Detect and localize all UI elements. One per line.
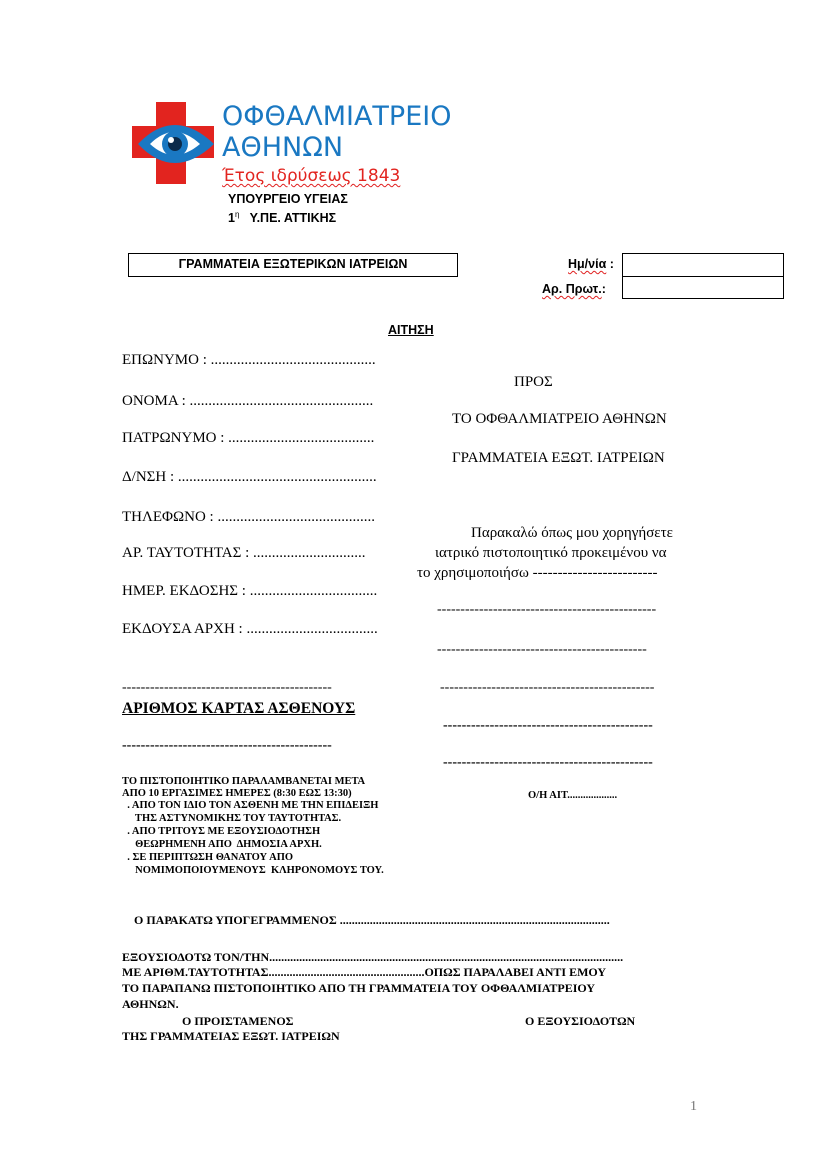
- patient-card-label: ΑΡΙΘΜΟΣ ΚΑΡΤΑΣ ΑΣΘΕΝΟΥΣ: [122, 700, 356, 717]
- form-heading: ΑΙΤΗΣΗ: [388, 323, 434, 337]
- logo-title-line1: ΟΦΘΑΛΜΙΑΤΡΕΙΟ: [222, 101, 452, 132]
- protocol-field[interactable]: [622, 276, 784, 299]
- notice-line: ΤΗΣ ΑΣΤΥΝΟΜΙΚΗΣ ΤΟΥ ΤΑΥΤΟΤΗΤΑΣ.: [122, 813, 342, 824]
- logo-founded: Έτος ιδρύσεως 1843: [222, 166, 401, 186]
- notice-line: ΘΕΩΡΗΜΕΝΗ ΑΠΟ ΔΗΜΟΣΙΑ ΑΡΧΗ.: [122, 839, 322, 850]
- authorizer-title: Ο ΕΞΟΥΣΙΟΔΟΤΩΝ: [525, 1014, 636, 1028]
- authorization-line2: ΕΞΟΥΣΙΟΔΟΤΩ ΤΟΝ/ΤΗΝ......................................................................................................................: [122, 950, 624, 964]
- right-dash-line-bold: ---------------------------------------------: [443, 718, 653, 733]
- notice-line: ΤΟ ΠΙΣΤΟΠΟΙΗΤΙΚΟ ΠΑΡΑΛΑΜΒΑΝΕΤΑΙ ΜΕΤΑ: [122, 776, 366, 787]
- field-father-name[interactable]: ΠΑΤΡΩΝΥΜΟ : .......................................: [122, 430, 375, 446]
- applicant-signature[interactable]: Ο/Η ΑΙΤ...................: [528, 790, 618, 801]
- field-name[interactable]: ΟΝΟΜΑ : .................................................: [122, 393, 374, 409]
- notice-line: ΑΠΟ 10 ΕΡΓΑΣΙΜΕΣ ΗΜΕΡΕΣ (8:30 ΕΩΣ 13:30): [122, 788, 352, 799]
- recipient-pros: ΠΡΟΣ: [514, 374, 553, 390]
- department-box: ΓΡΑΜΜΑΤΕΙΑ ΕΞΩΤΕΡΙΚΩΝ ΙΑΤΡΕΙΩΝ: [128, 253, 458, 277]
- supervisor-title: Ο ΠΡΟΙΣΤΑΜΕΝΟΣ: [182, 1014, 294, 1028]
- protocol-label: Αρ. Πρωτ.:: [542, 282, 606, 296]
- request-text-line2: ιατρικό πιστοποιητικό προκειμένου να: [435, 545, 667, 561]
- notice-line: . ΑΠΟ ΤΟΝ ΙΔΙΟ ΤΟΝ ΑΣΘΕΝΗ ΜΕ ΤΗΝ ΕΠΙΔΕΙΞΗ: [122, 800, 379, 811]
- field-id-number[interactable]: ΑΡ. ΤΑΥΤΟΤΗΤΑΣ : ..............................: [122, 545, 366, 561]
- red-cross-eye-icon: [130, 100, 220, 186]
- notice-line: ΝΟΜΙΜΟΠΟΙΟΥΜΕΝΟΥΣ ΚΛΗΡΟΝΟΜΟΥΣ ΤΟΥ.: [122, 865, 384, 876]
- hospital-logo: [130, 100, 480, 190]
- authorization-line5: ΑΘΗΝΩΝ.: [122, 997, 179, 1011]
- right-dash-line: ----------------------------------------------: [440, 680, 655, 695]
- right-dash-line-bold: ---------------------------------------------: [443, 755, 653, 770]
- recipient-line2: ΓΡΑΜΜΑΤΕΙΑ ΕΞΩΤ. ΙΑΤΡΕΙΩΝ: [452, 450, 665, 466]
- recipient-line1: ΤΟ ΟΦΘΑΛΜΙΑΤΡΕΙΟ ΑΘΗΝΩΝ: [452, 411, 667, 427]
- right-dash-line: -----------------------------------------------: [437, 602, 657, 617]
- authorization-line4: ΤΟ ΠΑΡΑΠΑΝΩ ΠΙΣΤΟΠΟΙΗΤΙΚΟ ΑΠΟ ΤΗ ΓΡΑΜΜΑΤΕΙΑ ΤΟΥ ΟΦΘΑΛΜΙΑΤΡΕΙΟΥ: [122, 981, 596, 995]
- ministry-line2: $1^\eta$ Υ.ΠΕ. ΑΤΤΙΚΗΣ: [228, 210, 337, 226]
- ministry-line1: ΥΠΟΥΡΓΕΙΟ ΥΓΕΙΑΣ: [228, 192, 348, 206]
- authorization-line1: Ο ΠΑΡΑΚΑΤΩ ΥΠΟΓΕΓΡΑΜΜΕΝΟΣ ..........................................................................................: [134, 913, 610, 927]
- field-address[interactable]: Δ/ΝΣΗ : .....................................................: [122, 469, 377, 485]
- notice-line: . ΣΕ ΠΕΡΙΠΤΩΣΗ ΘΑΝΑΤΟΥ ΑΠΟ: [122, 852, 294, 863]
- date-field[interactable]: [622, 253, 784, 277]
- page-number: 1: [690, 1099, 697, 1114]
- left-dash-line: ---------------------------------------------: [122, 680, 332, 695]
- date-label: Ημ/νία :: [568, 257, 614, 271]
- field-issue-date[interactable]: ΗΜΕΡ. ΕΚΔΟΣΗΣ : ..................................: [122, 583, 378, 599]
- request-text-line1: Παρακαλώ όπως μου χορηγήσετε: [471, 525, 673, 541]
- left-dash-line-bold: ---------------------------------------------: [122, 738, 332, 753]
- authorization-line3: ΜΕ ΑΡΙΘΜ.ΤΑΥΤΟΤΗΤΑΣ....................................................ΟΠΩΣ ΠΑΡΑΛΑΒΕΙ ΑΝΤΙ ΕΜΟΥ: [122, 965, 607, 979]
- right-dash-line: ---------------------------------------------: [437, 642, 647, 657]
- field-issuing-authority[interactable]: ΕΚΔΟΥΣΑ ΑΡΧΗ : ...................................: [122, 621, 378, 637]
- logo-title-line2: ΑΘΗΝΩΝ: [222, 132, 344, 163]
- field-phone[interactable]: ΤΗΛΕΦΩΝΟ : ..........................................: [122, 509, 375, 525]
- request-text-line3: το χρησιμοποιήσω -------------------------: [417, 565, 658, 581]
- field-surname[interactable]: ΕΠΩΝΥΜΟ : ............................................: [122, 352, 376, 368]
- notice-line: . ΑΠΟ ΤΡΙΤΟΥΣ ΜΕ ΕΞΟΥΣΙΟΔΟΤΗΣΗ: [122, 826, 321, 837]
- supervisor-department: ΤΗΣ ΓΡΑΜΜΑΤΕΙΑΣ ΕΞΩΤ. ΙΑΤΡΕΙΩΝ: [122, 1029, 340, 1043]
